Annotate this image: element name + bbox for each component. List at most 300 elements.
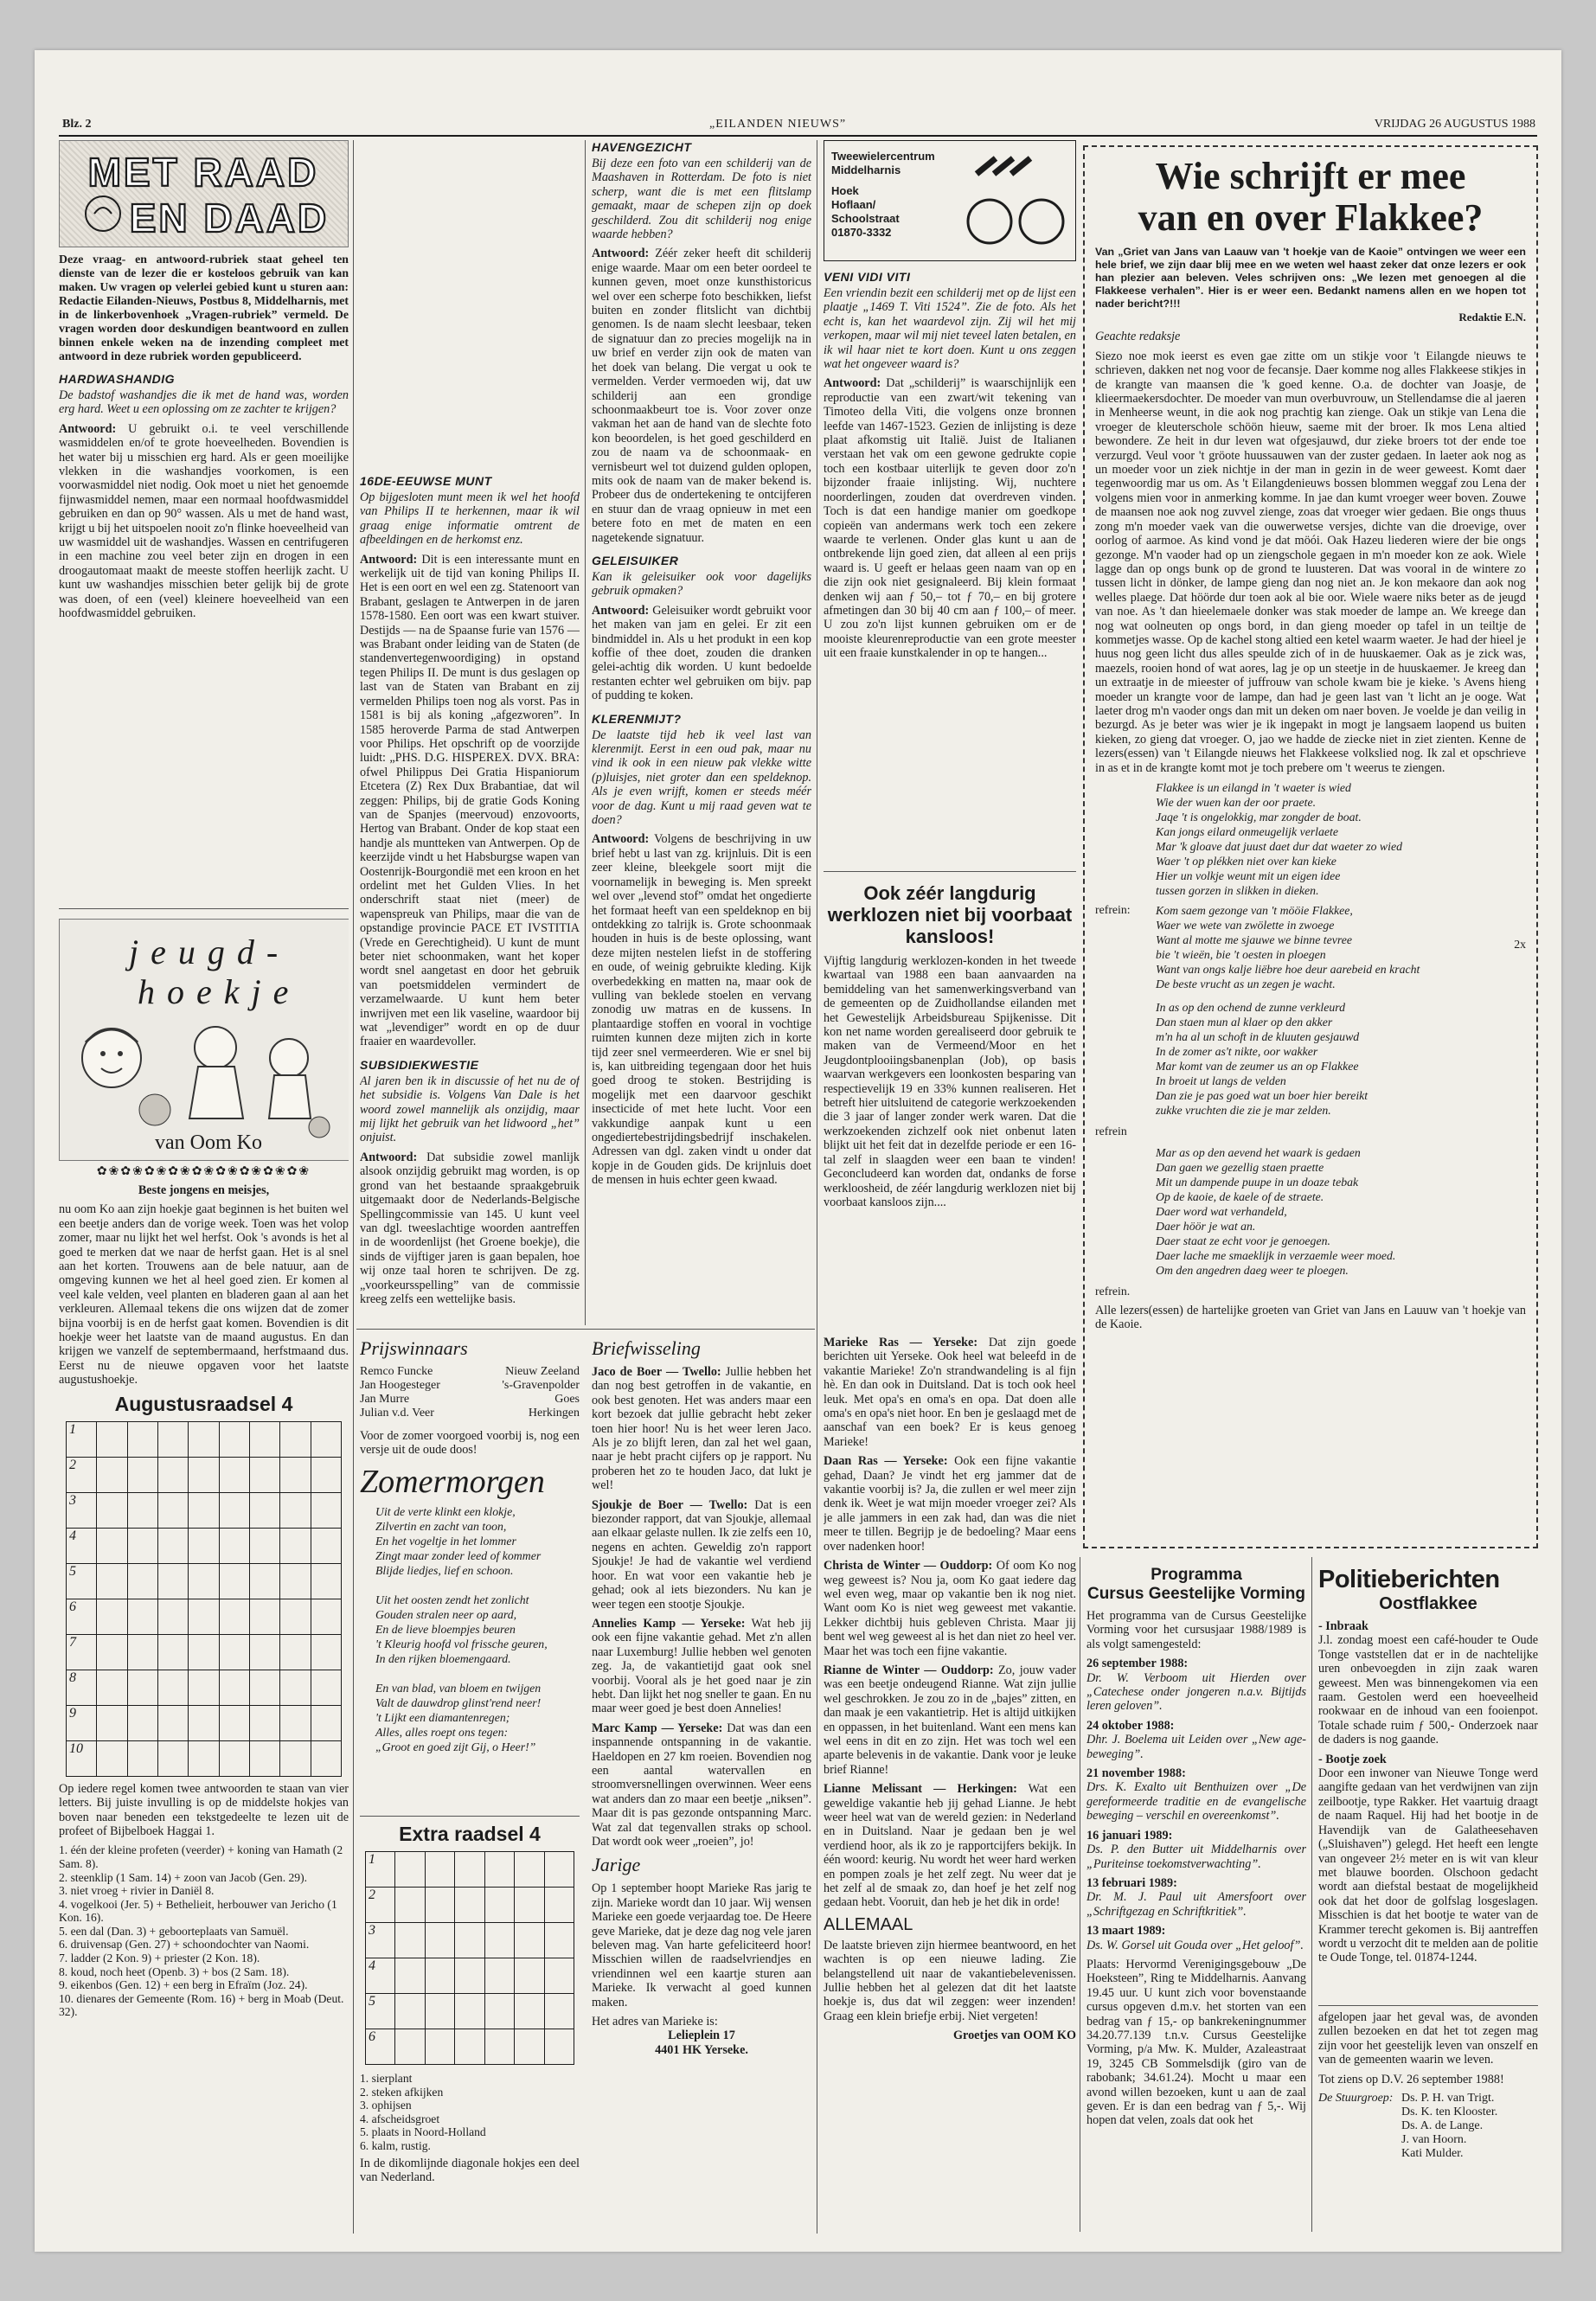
brief-text: Wat heb jij ook een fijne vakantie gehad. Met z'n allen naar Luxemburg! Jullie hebben wel genoten zeg. Ja, de vakantietijd gaat ook snel voorbij. Vooral als je het goed naar je zin hebt. Dan lijkt het nog sneller te gaan. En nu maar weer goed je best doen Annelies! [592,1616,811,1716]
puzzle-cell [128,1458,158,1493]
flower-border: ✿❀✿❀✿❀✿❀✿❀✿❀✿❀✿❀✿❀ [96,1165,311,1178]
answer-text: Dat „schilderij” is waarschijnlijk een reproductie van een zwart/wit tekening van Timoteo della Viti, die volgens onze bronnen leefde van 1467-1523. Gezien de inlijsting is deze plaat afkomstig uit Italië. Juist de Italianen verstaan het vak om een gewone gedrukte copie toch een kostbaar uiterlijk te geven door zo'n bijzonder fraaie inlijsting. Wij, nuchtere noorderlingen, zouden dat overdreven vinden. Toch is dat een handige manier om goedkope copieën van andermans werk toch een zekere waarde te verlenen. Onder glas kunt u aan de ontbrekende lijn goed zien, dat alleen al een prijs waard is. U geeft er helaas geen naam van op en die zijn ook niet gesignaleerd. Bij klein formaat denken wij aan ƒ 50,– tot ƒ 70,– en bij grotere afmetingen dan 30 bij 40 cm aan ƒ 100,– of meer. U zou zo'n lijst kunnen gebruiken om er de mooiste kleurenreproductie van een grote meester uit een fraaie kunstkalender in op te hangen... [824,376,1076,661]
hardwashandig-title: HARDWASHANDIG [59,372,176,386]
answer-label: Antwoord: [592,603,650,618]
adres-line-2: 4401 HK Yerseke. [655,2042,748,2057]
puzzle-cell: 6 [67,1599,97,1635]
puzzle-cell [280,1635,311,1670]
ad-line: Middelharnis [831,163,901,176]
clue-item: 5. plaats in Noord-Holland [360,2125,486,2139]
column-divider [585,140,586,1325]
brief-entries-a [592,1365,811,1849]
inbraak-title: - Inbraak [1318,1619,1368,1633]
clue-item: 3. niet vroeg + rivier in Daniël 8. [59,1884,215,1898]
flakkee-closing: Alle lezers(essen) de hartelijke groeten van Griet van Jans en Lauuw van 't hoekje van de Kaoie. [1095,1304,1526,1332]
column-3 [592,140,811,1321]
flakkee-sign: Redaktie E.N. [1458,311,1526,324]
prijs-row [360,1379,580,1393]
brief-text: Zo, jouw vader was een beetje ondeugend Rianne. Wat zijn jullie wel geschrokken. Je zou zo in de „bajes” zitten, en dan maak je een vakantietrip. Het is altijd uitkijken en oppassen, in het buitenland. Want een mens kan wel eens in dit en zo zijn. Het was toch wel een aparte belevenis in de vakantie. Dank voor je leuke brief Rianne! [824,1663,1076,1777]
clue-item: 2. steenklip (1 Sam. 14) + zoon van Jacob (Gen. 29). [59,1870,308,1884]
puzzle-cell [545,1852,574,1888]
puzzle-cell [395,1923,425,1958]
brief-text: Dat zijn goede berichten uit Yerseke. Ook heel wat beleefd in de vakantie Marieke! Zo'n strandwandeling is al fijn hè. En dan ook in Duitsland. Dat is toch ook heel leuk. Met opa's en oma's en opa. Dat doen alle oma's en opa's niet hoor. En ben je geslaagd met de aanschaf van een boek? Er is keus genoeg Marieke! [824,1336,1076,1449]
puzzle-cell [311,1422,342,1458]
cursus-program [1086,1657,1306,1952]
poem-verse-2 [1156,1000,1526,1118]
clue-item: 6. druivensap (Gen. 27) + schoondochter van Naomi. [59,1938,310,1952]
cursus-topic: Ds. P. den Butter uit Middelharnis over „Puriteinse toekomstverwachting”. [1086,1843,1306,1871]
puzzle-cell [250,1599,280,1635]
poem-line: 't Kleurig hoofd vol frissche geuren, [375,1637,548,1650]
puzzle-cell [395,1852,425,1888]
poem-line: 't Lijkt een diamantenregen; [375,1710,510,1724]
cursus-topic: Dr. M. J. Paul uit Amersfoort over „Schriftgezag en Schriftkritiek”. [1086,1890,1306,1919]
brief-name: Daan Ras — Yerseke: [824,1454,948,1469]
puzzle-cell [97,1493,127,1529]
poem-line: Om den angedren daeg weer te ploegen. [1156,1264,1349,1277]
puzzle-cell [311,1529,342,1564]
puzzle-cell [97,1635,127,1670]
puzzle-cell [250,1564,280,1599]
puzzle-cell [426,1852,455,1888]
puzzle-cell [189,1670,219,1706]
puzzle-cell [545,2029,574,2065]
puzzle-cell [220,1422,250,1458]
column-divider [353,140,354,2234]
prijs-column [360,1336,580,2218]
poem-line: Dan zie je pas goed wat un boer hier bereikt [1156,1089,1368,1102]
jeugdhoekje-author: van Oom Ko [155,1131,262,1154]
puzzle-cell [128,1670,158,1706]
puzzle-cell [515,1888,544,1923]
cursus-topic: Dhr. J. Boelema uit Leiden over „New age-beweging”. [1086,1733,1306,1761]
zomermorgen-poem [360,1504,580,1754]
poem-line: Jaqe 't is ongelokkig, mar zongder de boat. [1156,811,1362,824]
puzzle-cell [250,1670,280,1706]
puzzle-cell [455,1888,484,1923]
brief-text: Jullie hebben het dan nog best getroffen in de vakantie, en ook best genoten. Het was anders maar een kort bezoek dat jullie gebracht hebt zeker toen hier hoor! Nu is het weer leren Jaco. Als je zo blijft leren, dan zal het wel gaan, naar je hebt pracht cijfers op je rapport. Nu proberen het zo te houden Jaco, dat lukt je wel! [592,1365,811,1493]
subsidie-answer [360,1150,580,1306]
geleisuiker-question: Kan ik geleisuiker ook voor dagelijks gebruik opmaken? [592,569,811,599]
divider [824,871,1076,872]
clue-item: 9. eikenbos (Gen. 12) + een berg in Efraïm (Joz. 24). [59,1978,308,1992]
puzzle-cell [250,1422,280,1458]
cursus-intro: Het programma van de Cursus Geestelijke Vorming voor het cursusjaar 1988/1989 is als volgt samengesteld: [1086,1609,1306,1651]
cursus-topic: Ds. W. Gorsel uit Gouda over „Het geloof”. [1086,1938,1304,1952]
puzzle-cell [515,1994,544,2029]
paper-name: „EILANDEN NIEUWS” [709,118,847,131]
puzzle-cell [485,1923,515,1958]
tweewielercentrum-ad [824,140,1076,261]
bootje-text: Door een inwoner van Nieuwe Tonge werd aangifte gedaan van het verdwijnen van zijn zeilbootje, type Rakker. Het vaartuig draagt de naam Raquel. Hij had het bootje in de Havendijk van de Galatheesehaven („Sluishaven”) gelegd. Het heeft een lengte van ongeveer 2½ meter en is wit van kleur met blauwe boorden. Olschoon gedacht wordt aan diefstal bestaat de mogelijkheid ook dat het door de golfslag losgeslagen. Misschien is dat het bootje te water van de Krammer terecht gekomen is. Bij aantreffen wordt u verzocht dit te melden aan de politie te Oude Tonge, tel. 01874-1244. [1318,1766,1538,1965]
puzzle-cell [128,1599,158,1635]
answer-text: U gebruikt o.i. te veel verschillende wasmiddelen en/of te grote hoeveelheden. Bovendien is het water bij u misschien erg hard. Als er geen moeilijke vlekken in die washandjes voorkomen, is een voorwasmiddel niet nodig. Ook moet u niet het genoemde fijnwasmiddel nemen, maar een normaal hoofdwasmiddel gebruiken en dan op 90° wassen. Als u met de hand wast, krijgt u bij het uitspoelen nooit zo'n flinke hoeveelheid van uw wasmiddel uit de washandjes. Wassen en centrifugeren in een machine zou veel beter zijn en drogen in een droogautomaat maakt de meeste stoffen heerlijk zacht. U kunt uw washandjes misschien beter gelijk bij de grote was doen, of een (veel) kleinere hoeveelheid van een hoofdwasmiddel gebruiken. [59,421,349,621]
munt-question: Op bijgesloten munt meen ik wel het hoofd van Philips II te herkennen, maar ik wil graag enige informatie omtrent de afbeeldingen en de herkomst enz. [360,490,580,548]
poem-line: Dan gaen we gezellig staen praette [1156,1161,1324,1174]
puzzle-cell [311,1706,342,1741]
munt-title: 16DE-EEUWSE MUNT [360,474,492,488]
puzzle-cell [311,1458,342,1493]
stuurgroep-member: J. van Hoorn. [1401,2133,1467,2147]
puzzle-cell [128,1635,158,1670]
poem-verse-1 [1156,780,1526,898]
poem-line: Op de kaoie, de kaele of de straete. [1156,1190,1324,1203]
puzzle-cell [515,1958,544,1994]
cursus-text: Plaats: Hervormd Verenigingsgebouw „De Hoeksteen”, Ring te Middelharnis. Aanvang 19.45 uur. U kunt zich voor bovenstaande cursus opgeven d.m.v. het storten van een bedrag van ƒ 15,- op bankrekeningnummer 34.20.77.139 t.n.v. Cursus Geestelijke Vorming, p/a Mw. K. Mulder, Azaleastraat 19, 3245 CB Sommelsdijk (giro van de rabobank; 34.61.24). Mocht u maar een avond willen bezoeken, kunt u aan de zaal geven. Er is dan een bedrag van ƒ 5,-. Wij hopen dat velen, zoals dat ook het [1086,1957,1306,2128]
poem-line: Dan staen mun al klaer op den akker [1156,1016,1333,1029]
puzzle-cell [515,1852,544,1888]
brief-entry [592,1365,811,1493]
puzzle-cell [220,1564,250,1599]
poem-line: zukke vruchten die zie je mar zelden. [1156,1104,1331,1117]
prijs-row [360,1407,580,1420]
brief-name: Marc Kamp — Yerseke: [592,1721,723,1735]
puzzle-cell [97,1422,127,1458]
geleisuiker-answer [592,604,811,703]
puzzle-cell [158,1422,189,1458]
puzzle-cell [311,1564,342,1599]
cursus-text-continued: afgelopen jaar het geval was, de avonden zullen bezoeken en dat het tot zegen mag zijn voor het geestelijk leven van onszelf en van de gemeenten waarin we leven. [1318,2010,1538,2067]
poem-line: Uit het oosten zendt het zonlicht [375,1593,529,1606]
puzzle-cell [311,1670,342,1706]
header-rule [59,135,1537,137]
ad-line: Schoolstraat [831,212,900,225]
puzzle-cell [97,1706,127,1741]
puzzle-cell [189,1458,219,1493]
puzzle-cell [311,1635,342,1670]
extra-puzzle-grid [365,1851,574,2065]
flakkee-box [1083,145,1538,1548]
winner-place: Goes [554,1393,580,1406]
puzzle-cell [128,1493,158,1529]
puzzle-cell [545,1888,574,1923]
allemaal-title: ALLEMAAL [824,1914,913,1934]
poem-line: „Groot en goed zijt Gij, o Heer!” [375,1740,536,1753]
puzzle-cell: 9 [67,1706,97,1741]
puzzle-cell [97,1599,127,1635]
winner-place: Nieuw Zeeland [505,1365,580,1378]
flakkee-title-1: Wie schrijft er mee [1155,155,1466,197]
jeugdhoekje-title-2: h o e k j e [138,972,291,1011]
clue-item: 3. ophijsen [360,2099,412,2112]
puzzle-cell [250,1493,280,1529]
svg-text:MET RAAD: MET RAAD [87,150,319,195]
adres-line-1: Lelieplein 17 [668,2029,735,2043]
brief-entry [592,1617,811,1716]
puzzle-cell [220,1741,250,1777]
winner-name: Remco Funcke [360,1365,433,1378]
winner-name: Jan Murre [360,1393,410,1406]
answer-text: Dat subsidie zowel manlijk alsook onzijdig gebruikt mag worden, is op grond van het bestaande spraakgebruik uitgemaakt door de Nederlands-Belgische Spellingcommissie van 145. U kunt veel van dgl. tweeslachtige woorden aantreffen in de woordenlijst (het Groene boekje), die sinds de vijftiger jaren is gaan bepalen, hoe wij onze taal horen te schrijven. De zg. „voorkeursspelling” van de commissie kreeg zelfs een wettelijke basis. [360,1150,580,1306]
puzzle-cell [426,1994,455,2029]
puzzle-cell [158,1529,189,1564]
puzzle-cell [426,1958,455,1994]
brief-name: Annelies Kamp — Yerseke: [592,1616,746,1631]
flakkee-letter: Siezo noe mok ieerst es even gae zitte om un stikje voor 't Eilangde nieuws te schrieven, dakken net nog voor de fecansje. Daer komme nog alles Flakkeese stikjes in de krangte van maansen die 'k goed kenne. O.a. de dochter van Joasje, de klieermaekersdochter. De moeder van mun overbuvrouw, un Stellendamse die al jaeren in Menheerse weunt, in die aok nog prachtig kan zienge. Oak un stikje van Lena die vroeger de kleuterschole schöön hieuw, saeme mit der broer. Ik mos Lena altied bewondere. Ze heit in dur leven wat ofgesjauwd, dur zieke broers tot der ende toe verzurgd. Veul voor 't gröote huussauwen van der zuster gedaen. In laeter aok nog as un moeder voor un ziek nichtje in der man in gezin in de weer geweest. Komt daer tegenwoordig mar us om. As 't Eilangdenieuws bossen blommen weggaf zou Lena der volgens mien voor in anmerking komme. In jae dan kumt vroeger weer boven. Zouwe de maansen noe aok nog zuvvel zienge, zoas dat vroeger wier gedaen. Bie ongs thuus zong m'n moeder vaek van die ouwerwetse versjes, dichte van die droevige, over oorlog of aarmoe. As kind vond je dat möói. Oak Hazeu liederen wiere der bie ongs gezonge. M'n vaoder had op un ziengschole gegaen in m'n moeder kon ze aok. Wiele lagge dan op ongs bunk op de grond te luusteren. Dat was vooral in de wintere zo tussen licht in dönker, de lampe gieng dan nog niet an. Je kon mekaore dan aok nog welles plaege. Dat höörde dur toen aok al bie oor. Wiele waere niks beter as de jeugd van noe. As 't dan hieelemaele donker was stak moeder de lampe an. We kreege dan nog wat oolneuten op ongs bord, in dan gieng moeder op tafel in un teiltje de kommetjes wasse. Op de kachel stong altied een ketel waarm waeter. Je had der hieel je huus nog geen licht dus alles speulde zich of in de huuskaemer. Oak as je zick was, maezels, rooien hond of wat aores, lag je op un steetje in de huuskaemer. Je kreeg dan un extraatje in de mieester of juffrouw van schole kwam bie je kieke. 's Avens hieng moeder un krangte voor de lampe, dan had je geen last van 't licht an je ooge. Wat laeter drog m'n vaoder ongs dan mit un deken om naer boven. Je voelde je dan veilig in bezurgd. As je beter was wier je ik ingepakt in mogt je langsaem laopend us buiten kieken, zo gieng dat vroeger. O, jao we hadde de ziecke niet in ziet zienten. Kenne de lezers(essen) van 't Eilangde nieuws het Flakkeese volkslied nog. Ik zal et opschrieve in as et in de krangte komt mot je toch prebere om 't weerus te ziengen. [1095,349,1526,775]
rubriek-intro: Deze vraag- en antwoord-rubriek staat geheel ten dienste van de lezer die er kosteloos gebruik van kan maken. Uw vragen op velerlei gebied kunt u sturen aan: Redactie Eilanden-Nieuws, Postbus 8, Middelharnis, met in de linkerbovenhoek „Vragen-rubriek” vermeld. De vragen worden door deskundigen beantwoord en zullen binnen enkele weken na de inzending compleet met antwoord in deze rubriek worden gepubliceerd. [59,253,349,362]
puzzle-cell [280,1741,311,1777]
divider [356,1329,815,1330]
puzzle-cell [250,1706,280,1741]
puzzle-cell [280,1529,311,1564]
ad-line: Hoek [831,184,859,197]
clue-item: 5. een dal (Dan. 3) + geboorteplaats van Samuël. [59,1924,289,1938]
answer-label: Antwoord: [59,421,117,436]
puzzle-cell [250,1458,280,1493]
poem-line: Hier un volkje weunt mit un eigen idee [1156,869,1341,882]
flakkee-salutation: Geachte redaksje [1095,330,1181,344]
havengezicht-title: HAVENGEZICHT [592,140,692,154]
brief-name: Sjoukje de Boer — Twello: [592,1497,748,1512]
augustus-instructions: Op iedere regel komen twee antwoorden te staan van vier letters. Bij juiste invulling is op de middelste hokjes van boven naar beneden een tekstgedeelte te lezen uit de profeet of Bijbelboek Haggai 1. [59,1781,349,1838]
politie-column [1318,1566,1538,2232]
poem-line: Uit de verte klinkt een klokje, [375,1504,516,1518]
refrein-label-2: refrein [1095,1125,1127,1138]
puzzle-cell [485,2029,515,2065]
havengezicht-answer [592,247,811,545]
langdurig-headline: Ook zéér langdurig werklozen niet bij voorbaat kansloos! [827,882,1073,947]
puzzle-cell [395,1958,425,1994]
puzzle-cell [97,1458,127,1493]
puzzle-cell [128,1706,158,1741]
column-4 [824,140,1076,1321]
puzzle-cell [280,1422,311,1458]
puzzle-cell [485,1852,515,1888]
puzzle-cell: 10 [67,1741,97,1777]
brief-entry [824,1454,1076,1554]
brief-text: Ook een fijne vakantie gehad, Daan? Je vindt het erg jammer dat de vakantie voorbij is? Ja, die zullen er wel meer zijn denk ik. Weet je wat mijn moeder vroeger zei? Als je alle jammers in een zak had, dan was die niet meer te tillen. Begrijp je de bedoeling? Maar eens over nadenken hoor! [824,1454,1076,1554]
cursus-topic: Dr. W. Verboom uit Hierden over „Catechese onder jongeren n.a.v. Bijtijds leren geloven”. [1086,1670,1306,1714]
puzzle-cell [395,1994,425,2029]
brief-entries-b [824,1336,1076,1910]
answer-text: Dit is een interessante munt en werkelijk uit de tijd van koning Philips II. Het is een oort en wel een zg. Statenoort van Brabant, geslagen te Antwerpen in de jaren 1578-1580. Een oort was een kwart stuiver. Destijds — na de Spaanse furie van 1576 — was Brabant onder leiding van de Staten (de standenvertegenwoordiging) in opstand tegen Philips II. De munt is dus geslagen op last van de Staten van Brabant en zij vermelden Philips toen nog als vorst. Pas in 1581 is bij als koning „afgezworen”. In 1585 heroverde Parma de stad Antwerpen voor Philips. Het opschrift op de voorzijde luidt: „PHS. D.G. HISPEREX. DVX. BRA: ofwel Philippus Dei Gratia Hispaniorum Etcetera (Z) Rex Dux Brabantiae, dat wil zeggen: Philips, bij de gratie Gods Koning van de Spanjes (meervoud) enzovoorts, Hertog van Brabant. Onder de kop staat een handje als muntteken van Antwerpen. Op de keerzijde vindt u het Habsburgse wapen van Oostenrijk-Bourgondië met een kroon en het ordelint met het Gulden Vlies. In het onderschrift staat niet (meer) de wapenspreuk van Philips, maar die van de opstandige provincie PACE ET IVSTITIA (Vrede en Gerechtigheid). U kunt de munt beter niet schoonmaken, want het koper wordt snel aangetast en door het gebruik van poetsmiddelen vermindert de verzamelwaarde. U kunt hem beter inwrijven met een lik vaseline, waardoor bij wat „levendiger” wordt en op de duur fraaier en waardevoller. [360,552,580,1049]
poem-line: Kan jongs eilard onmeugelijk verlaete [1156,825,1338,838]
brief-name: Jaco de Boer — Twello: [592,1365,721,1379]
page-number: Blz. 2 [62,118,92,131]
brief-entry [592,1498,811,1612]
puzzle-cell [158,1706,189,1741]
tot-ziens: Tot ziens op D.V. 26 september 1988! [1318,2072,1504,2086]
poem-line: Waer 't op plékken niet over kan kieke [1156,855,1336,868]
clue-item: 4. afscheidsgroet [360,2112,440,2125]
politie-subtitle: Oostflakkee [1379,1594,1477,1613]
veni-vidi-viti-title: VENI VIDI VITI [824,270,911,284]
puzzle-cell [158,1458,189,1493]
jarige-title: Jarige [592,1854,641,1876]
puzzle-cell [250,1741,280,1777]
augustus-puzzle-grid [66,1421,342,1777]
prijswinnaars-title: Prijswinnaars [360,1337,468,1359]
puzzle-cell [220,1599,250,1635]
puzzle-cell [455,2029,484,2065]
puzzle-cell [128,1529,158,1564]
poem-line: En het vogeltje in het lommer [375,1534,516,1548]
puzzle-cell [485,1888,515,1923]
divider [1318,2005,1538,2006]
adres-label: Het adres van Marieke is: [592,2015,718,2029]
langdurig-text: Vijftig langdurig werklozen-konden in het tweede kwartaal van 1988 een baan aanvaarden na bemiddeling van het samenwerkingsverband van de gemeenten op de Zuidhollandse eilanden met het Gewestelijk Arbeidsbureau Spijkenisse. Dit kon net name worden gerealiseerd door gebruik te maken van de Vermeend/Moor en het Jeugdontplooiingsbanenplan (Job), op basis waarvan werkgevers een loonkosten besparing van respectievelijk 19 en 33% kunnen realiseren. Het betreft hier uitsluitend de categorie werkzoekenden die 3 jaar of langer zonder werk waren. Dat die werkzoekenden zichzelf ook niet onbenut laten blijkt uit het feit dat in dezelfde periode er een 16-tal zelf in slaagden weer een baan te vinden! Geconcludeerd kan worden dat, ondanks de forse werkloosheid, de zéér langdurig werklozen niet bij voorbaat kansloos zijn.... [824,954,1076,1209]
munt-answer [360,553,580,1049]
puzzle-cell [220,1635,250,1670]
puzzle-cell [485,1958,515,1994]
poem-line: Mar komt van de zeumer us an op Flakkee [1156,1060,1359,1073]
cursus-date: 16 januari 1989: [1086,1828,1173,1843]
poem-line: In den rijken bloemengaard. [375,1651,511,1665]
stuurgroep-member: Ds. A. de Lange. [1401,2119,1484,2133]
puzzle-cell [189,1564,219,1599]
brief-column-2 [824,1336,1076,2218]
subsidie-question: Al jaren ben ik in discussie of het nu de of het subsidie is. Volgens Van Dale is het woord zowel mannelijk als onzijdig, maar mij lijkt het gebruik van het lidwoord „het” onjuist. [360,1074,580,1145]
poem-line: Zingt maar zonder leed of kommer [375,1548,542,1562]
puzzle-cell [97,1670,127,1706]
puzzle-cell [128,1741,158,1777]
poem-line: Alles, alles roept ons tegen: [375,1725,509,1739]
newspaper-page [35,50,1561,2252]
issue-date: VRIJDAG 26 AUGUSTUS 1988 [1374,118,1535,131]
divider [59,908,349,909]
ad-line: Hoflaan/ [831,198,876,211]
puzzle-cell [545,1958,574,1994]
poem-line: Flakkee is un eilangd in 't waeter is wied [1156,781,1351,794]
poem-line: En van blad, van bloem en twijgen [375,1681,542,1695]
stuurgroep-member: Ds. K. ten Klooster. [1401,2106,1498,2119]
puzzle-cell [97,1529,127,1564]
answer-label: Antwoord: [824,376,881,391]
puzzle-cell [158,1741,189,1777]
cursus-title-1: Programma [1151,1566,1242,1584]
extra-clues [360,2072,580,2153]
brief-entry [824,1336,1076,1449]
puzzle-cell [189,1599,219,1635]
puzzle-cell [280,1706,311,1741]
brief-entry [824,1663,1076,1777]
jarige-text: Op 1 september hoopt Marieke Ras jarig te zijn. Marieke wordt dan 10 jaar. Wij wensen Marieke een goede verjaardag toe. De Heere geve Marieke, dat je deze dag nog vele jaren beleven mag. Van harte gefeliciteerd hoor! Misschien willen de raadselvriendjes en vriendinnen wel een kaartje sturen aan Marieke. Ik verwacht al goed kunnen maken. [592,1881,811,2009]
veni-question: Een vriendin bezit een schilderij met op de lijst een plaatje „1469 T. Viti 1524”. Zie de foto. Als het echt is, kan het waardevol zijn. Zij wil het mij verkopen, maar wil mij niet teveel laten betalen, en ik wil haar niet te kort doen. Kunt u ons zeggen wat het ongeveer waard is? [824,286,1076,372]
answer-label: Antwoord: [592,247,650,261]
winner-name: Jan Hoogesteger [360,1379,440,1392]
answer-label: Antwoord: [592,832,650,847]
allemaal-text: De laatste brieven zijn hiermee beantwoord, en het wachten is op een nieuwe lading. Zie belangstellend uit naar de vakantiebelevenissen. Jullie hebben het al gelezen dat dit het laatste hoekje is, dus dat wil zeggen: weer inzenden! Graag een klein briefje erbij. Niet vergeten! [824,1938,1076,2023]
poem-line: De beste vrucht as un zegen je wacht. [1156,977,1336,990]
puzzle-cell [311,1741,342,1777]
puzzle-cell: 3 [366,1923,395,1958]
hardwashandig-answer [59,422,349,621]
poem-line: Want al motte me sjauwe we binne tevree [1156,933,1352,946]
column-divider [1311,1557,1312,2232]
prijswinnaars-list [360,1365,580,1420]
cursus-date: 26 september 1988: [1086,1657,1189,1671]
inbraak-text: J.l. zondag moest een café-houder te Oude Tonge vaststellen dat er in de nachtelijke uren onbevoegden in zijn zaak waren geweest. Men was binnengekomen via een raam. Gestolen werd een hoeveelheid rookwaar en de inhoud van een fooienpot. Totale schade ruim ƒ 500,- Onderzoek naar de daders is nog gaande. [1318,1633,1538,1747]
puzzle-cell [220,1458,250,1493]
puzzle-cell [158,1670,189,1706]
puzzle-cell [158,1564,189,1599]
poem-line: Valt de dauwdrop glinst'rend neer! [375,1695,542,1709]
svg-text:EN DAAD: EN DAAD [129,195,330,240]
puzzle-cell [280,1493,311,1529]
puzzle-cell: 7 [67,1635,97,1670]
geleisuiker-title: GELEISUIKER [592,553,679,567]
puzzle-cell [485,1994,515,2029]
puzzle-cell [189,1741,219,1777]
cursus-title-2: Cursus Geestelijke Vorming [1086,1585,1305,1603]
puzzle-cell: 2 [67,1458,97,1493]
refrain [1156,903,1526,991]
refrain-repeat: 2x [1514,938,1526,951]
clue-item: 1. één der kleine profeten (veerder) + koning van Hamath (2 Sam. 8). [59,1843,343,1870]
hardwashandig-question: De badstof washandjes die ik met de hand was, worden erg hard. Weet u een oplossing om ze zachter te krijgen? [59,388,349,417]
puzzle-cell [455,1958,484,1994]
puzzle-cell [250,1529,280,1564]
extra-raadsel-title: Extra raadsel 4 [399,1823,541,1845]
extra-note: In de dikomlijnde diagonale hokjes een deel van Nederland. [360,2156,580,2184]
poem-line: Kom saem gezonge van 't mööie Flakkee, [1156,904,1353,917]
augustus-clues [59,1843,349,2019]
poem-line: In broeit ut langs de velden [1156,1074,1286,1087]
brief-entry [824,1782,1076,1910]
subsidie-title: SUBSIDIEKWESTIE [360,1057,479,1072]
briefwisseling-title: Briefwisseling [592,1337,701,1359]
answer-label: Antwoord: [360,552,418,567]
brief-column-1 [592,1336,811,2218]
puzzle-cell: 5 [67,1564,97,1599]
puzzle-cell [515,2029,544,2065]
poem-line: Daer word wat verhandeld, [1156,1205,1287,1218]
brief-text: Wat een geweldige vakantie heb jij gehad Lianne. Je hebt weer heel wat van de wereld gezien: in Nederland en in Duitsland. Naar je gedaan ben je wel verdiend hoor, als ik zo je rapportcijfers bekijk. In één woord: keurig. Nu wordt het weer hard werken en pompen zoals je het zelf zegt. Nu weer dat je het zelf al de smaak zo, dan hoef je het zelf nog gedaan hebt. Vooruit, dan heb je het dik in orde! [824,1782,1076,1910]
clue-item: 1. sierplant [360,2072,413,2085]
cursus-date: 24 oktober 1988: [1086,1718,1175,1733]
puzzle-cell [395,1888,425,1923]
puzzle-cell [220,1670,250,1706]
poem-line: Daer staat ze echt voor je genoegen. [1156,1234,1330,1247]
puzzle-cell [280,1670,311,1706]
puzzle-cell [280,1564,311,1599]
havengezicht-question: Bij deze een foto van een schilderij van de Maashaven in Rotterdam. De foto is niet scherp, want die is met een flitslamp gemaakt, maar de schepen zijn op doek geschilderd. Zou dit schilderij nog enige waarde hebben? [592,157,811,242]
answer-text: Zéér zeker heeft dit schilderij enige waarde. Maar om een beter oordeel te kunnen geven, moet onze kunsthistoricus wel over een scherpe foto beschikken, liefst buiten en zonder flitslicht van dichtbij genomen. Is de naam slecht leesbaar, teken de signatuur dan zo precies mogelijk na in uw brief en verder zijn ook de maten van het doek van belang. Die vergat u ook te vermelden. Verder vermoeden wij, dat uw schilderij aan een grondige schoonmaakbeurt toe is. Voor zover onze vakman het aan de hand van de slechte foto kon beoordelen, is het goed geschilderd en zou de naam va de schoonmaak- en vernisbeurt wel tot duizend gulden oplopen, mits ook de naam van de maker bekend is. Probeer dus de ondertekening te ontcijferen en stuur dan de vraag opnieuw in met een betere foto en met de maten en een nagetekende signatuur. [592,247,811,545]
refrein-label: refrein: [1095,903,1131,916]
puzzle-cell [189,1493,219,1529]
column-2 [360,474,580,1313]
puzzle-cell [280,1458,311,1493]
puzzle-cell: 4 [366,1958,395,1994]
poem-line: Mit un dampende puupe in un doaze tebak [1156,1176,1359,1189]
poem-line: tussen gorzen in slikken in dieken. [1156,884,1319,897]
answer-text: Volgens de beschrijving in uw brief hebt u last van zg. krijnluis. Dit is een zeer kleine, bleekgele soort mijt die voornamelijk in beweging is. Men spreekt wel over „levend stof” omdat het ongedierte het formaat heeft van een speldeknop en bij ontdekking zo talrijk is. Grote schoonmaak houden in huis is de beste oplossing, want deze mijten nestelen liefst in de stoffering en oude, of weinig gebruikte kleding. Kijk overbedekking en matten na, maar ook de vulling van beklede stoelen en vervang zonodig uw matras en de kussens. In plantaardige stoffen en vooral in vochtige ruimten kunnen deze mijten zich in korte tijd zeer snel vermeerderen. Wie er snel bij is, kan uitbreiding tegengaan door het huis goed droog te stoken. Bestrijding is mogelijk met een daarvoor geschikt insecticide of met hete lucht. Voor een vakkundige aanpak kunt u een ongediertebestrijdingsbedrijf inschakelen. Adressen van dgl. zaken vindt u onder dat kopje in de Gouden gids. De krijnluis doet de mensen in huis echter geen kwaad. [592,832,811,1188]
answer-label: Antwoord: [360,1150,418,1164]
puzzle-cell [189,1529,219,1564]
oom-ko-groet: Groetjes van OOM KO [953,2029,1076,2043]
winner-place: 's-Gravenpolder [502,1379,580,1392]
jeugd-greeting: Beste jongens en meisjes, [138,1183,270,1197]
clue-item: 4. vogelkooi (Jer. 5) + Bethelieit, herbouwer van Jericho (1 Kon. 16). [59,1897,337,1925]
poem-verse-3 [1156,1145,1526,1278]
veni-answer [824,376,1076,660]
puzzle-cell: 4 [67,1529,97,1564]
poem-line: Wie der wuen kan der oor praete. [1156,796,1317,809]
puzzle-cell [515,1923,544,1958]
brief-name: Christa de Winter — Ouddorp: [824,1559,993,1574]
clue-item: 6. kalm, rustig. [360,2138,431,2152]
klerenmijt-question: De laatste tijd heb ik veel last van klerenmijt. Eerst in een oud pak, maar nu vind ik ook in een nieuw pak vlekke witte (p)luisjes, niet groter dan een speldeknop. Als je even wrijft, komen er steeds méér voor de dag. Kunt u mij raad geven wat te doen? [592,727,811,828]
puzzle-cell: 1 [366,1852,395,1888]
puzzle-cell [128,1564,158,1599]
puzzle-cell [395,2029,425,2065]
poem-line: Daer höör je wat an. [1156,1220,1256,1233]
puzzle-cell [311,1493,342,1529]
puzzle-cell [455,1852,484,1888]
bicycle-logo-icon [959,148,1072,252]
puzzle-cell [426,2029,455,2065]
cursus-date: 13 maart 1989: [1086,1924,1166,1939]
